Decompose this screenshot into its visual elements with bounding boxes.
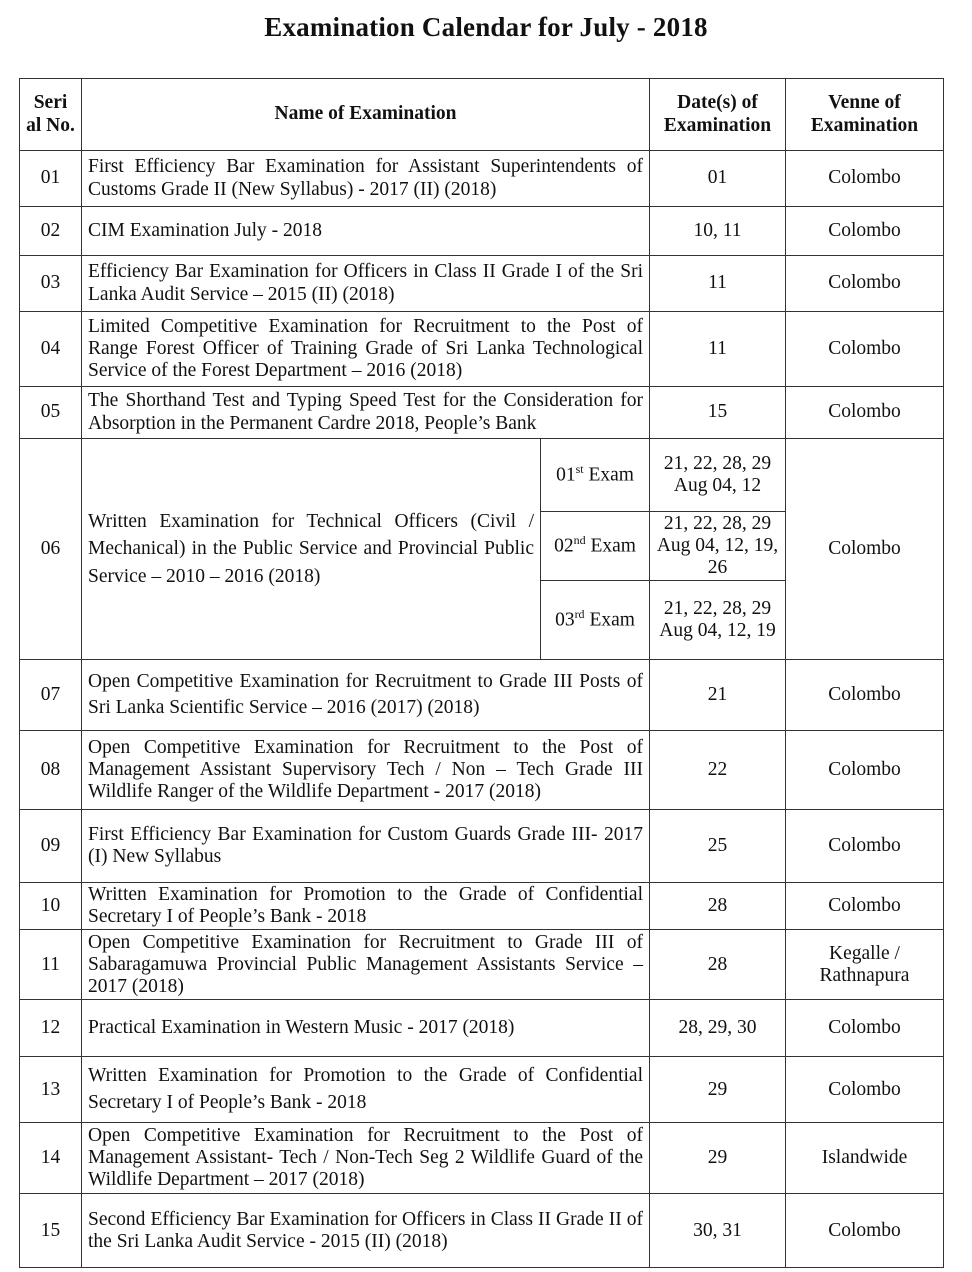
serial-cell: 03 [20, 256, 82, 312]
venue-cell: Colombo [786, 256, 944, 312]
serial-cell: 06 [20, 439, 82, 660]
exam-dates-cell: 30, 31 [650, 1194, 786, 1268]
table-row [20, 810, 944, 883]
exam-dates-cell: 28 [650, 883, 786, 930]
serial-cell: 10 [20, 883, 82, 930]
sub-exam-label: 03rd Exam [541, 581, 650, 660]
exam-dates-cell: 10, 11 [650, 207, 786, 256]
venue-cell: Colombo [786, 731, 944, 810]
serial-cell: 04 [20, 312, 82, 387]
header-dates: Date(s) of Examination [650, 79, 786, 151]
table-row [20, 207, 944, 256]
exam-name-cell: Written Examination for Promotion to the Grade of Confidential Secretary I of People’s Bank - 2018 [82, 883, 650, 930]
serial-cell: 07 [20, 660, 82, 731]
exam-name-cell: Practical Examination in Western Music - 2017 (2018) [82, 1000, 650, 1057]
venue-cell: Colombo [786, 810, 944, 883]
exam-name-cell: Efficiency Bar Examination for Officers in Class II Grade I of the Sri Lanka Audit Service – 2015 (II) (2018) [82, 256, 650, 312]
table-row [20, 930, 944, 1000]
venue-cell: Colombo [786, 312, 944, 387]
table-row [20, 883, 944, 930]
serial-cell: 12 [20, 1000, 82, 1057]
serial-cell: 15 [20, 1194, 82, 1268]
exam-dates-cell: 01 [650, 151, 786, 207]
exam-dates-cell: 25 [650, 810, 786, 883]
exam-dates-cell: 22 [650, 731, 786, 810]
venue-cell: Colombo [786, 387, 944, 439]
venue-cell: Colombo [786, 1000, 944, 1057]
venue-cell: Islandwide [786, 1123, 944, 1194]
table-row [20, 387, 944, 439]
exam-name-cell: Open Competitive Examination for Recruitment to the Post of Management Assistant- Tech / Non-Tech Seg 2 Wildlife Guard of the Wildlife Department – 2017 (2018) [82, 1123, 650, 1194]
table-row [20, 660, 944, 731]
exam-name-cell: Written Examination for Promotion to the Grade of Confidential Secretary I of People’s Bank - 2018 [82, 1057, 650, 1123]
serial-cell: 08 [20, 731, 82, 810]
exam-name-cell: First Efficiency Bar Examination for Custom Guards Grade III- 2017 (I) New Syllabus [82, 810, 650, 883]
venue-cell: Colombo [786, 1194, 944, 1268]
header-venue: Venne of Examination [786, 79, 944, 151]
serial-cell: 14 [20, 1123, 82, 1194]
exam-name-cell: Open Competitive Examination for Recruitment to Grade III Posts of Sri Lanka Scientific Service – 2016 (2017) (2018) [82, 660, 650, 731]
sub-exam-label: 02nd Exam [541, 512, 650, 581]
exam-name-cell: Second Efficiency Bar Examination for Officers in Class II Grade II of the Sri Lanka Audit Service - 2015 (II) (2018) [82, 1194, 650, 1268]
serial-cell: 13 [20, 1057, 82, 1123]
header-serial: Seri al No. [20, 79, 82, 151]
venue-cell: Colombo [786, 1057, 944, 1123]
exam-name-cell: Open Competitive Examination for Recruitment to the Post of Management Assistant Supervisory Tech / Non – Tech Grade III Wildlife Ranger of the Wildlife Department - 2017 (2018) [82, 731, 650, 810]
sub-exam-dates-cell: 21, 22, 28, 29 Aug 04, 12 [650, 439, 786, 512]
table-row [20, 312, 944, 387]
exam-dates-cell: 21 [650, 660, 786, 731]
table-row [20, 151, 944, 207]
sub-exam-dates-cell: 21, 22, 28, 29 Aug 04, 12, 19 [650, 581, 786, 660]
exam-dates-cell: 29 [650, 1057, 786, 1123]
exam-dates-cell: 11 [650, 312, 786, 387]
exam-dates-cell: 29 [650, 1123, 786, 1194]
serial-cell: 02 [20, 207, 82, 256]
table-row [20, 1194, 944, 1268]
serial-cell: 05 [20, 387, 82, 439]
venue-cell: Kegalle / Rathnapura [786, 930, 944, 1000]
exam-name-cell: Limited Competitive Examination for Recruitment to the Post of Range Forest Officer of Training Grade of Sri Lanka Technological Service of the Forest Department – 2016 (2018) [82, 312, 650, 387]
venue-cell: Colombo [786, 439, 944, 660]
exam-calendar-table [19, 78, 944, 1268]
page-title: Examination Calendar for July - 2018 [264, 12, 708, 42]
venue-cell: Colombo [786, 660, 944, 731]
header-name: Name of Examination [82, 79, 650, 151]
exam-name-cell: Written Examination for Technical Officers (Civil / Mechanical) in the Public Service and Provincial Public Service – 2010 – 2016 (2018) [82, 439, 541, 660]
table-row [20, 731, 944, 810]
venue-cell: Colombo [786, 151, 944, 207]
serial-cell: 09 [20, 810, 82, 883]
exam-name-cell: CIM Examination July - 2018 [82, 207, 650, 256]
serial-cell: 11 [20, 930, 82, 1000]
exam-dates-cell: 28, 29, 30 [650, 1000, 786, 1057]
header-row [20, 79, 944, 151]
table-row [20, 256, 944, 312]
serial-cell: 01 [20, 151, 82, 207]
exam-dates-cell: 15 [650, 387, 786, 439]
venue-cell: Colombo [786, 207, 944, 256]
table-row [20, 1057, 944, 1123]
exam-name-cell: Open Competitive Examination for Recruitment to Grade III of Sabaragamuwa Provincial Public Management Assistants Service – 2017 (2018) [82, 930, 650, 1000]
exam-name-cell: First Efficiency Bar Examination for Assistant Superintendents of Customs Grade II (New Syllabus) - 2017 (II) (2018) [82, 151, 650, 207]
venue-cell: Colombo [786, 883, 944, 930]
exam-name-cell: The Shorthand Test and Typing Speed Test for the Consideration for Absorption in the Permanent Cardre 2018, People’s Bank [82, 387, 650, 439]
sub-exam-dates-cell: 21, 22, 28, 29 Aug 04, 12, 19, 26 [650, 512, 786, 581]
table-row [20, 1123, 944, 1194]
sub-exam-label: 01st Exam [541, 439, 650, 512]
table-row [20, 1000, 944, 1057]
table-row [20, 439, 944, 512]
exam-dates-cell: 28 [650, 930, 786, 1000]
exam-dates-cell: 11 [650, 256, 786, 312]
